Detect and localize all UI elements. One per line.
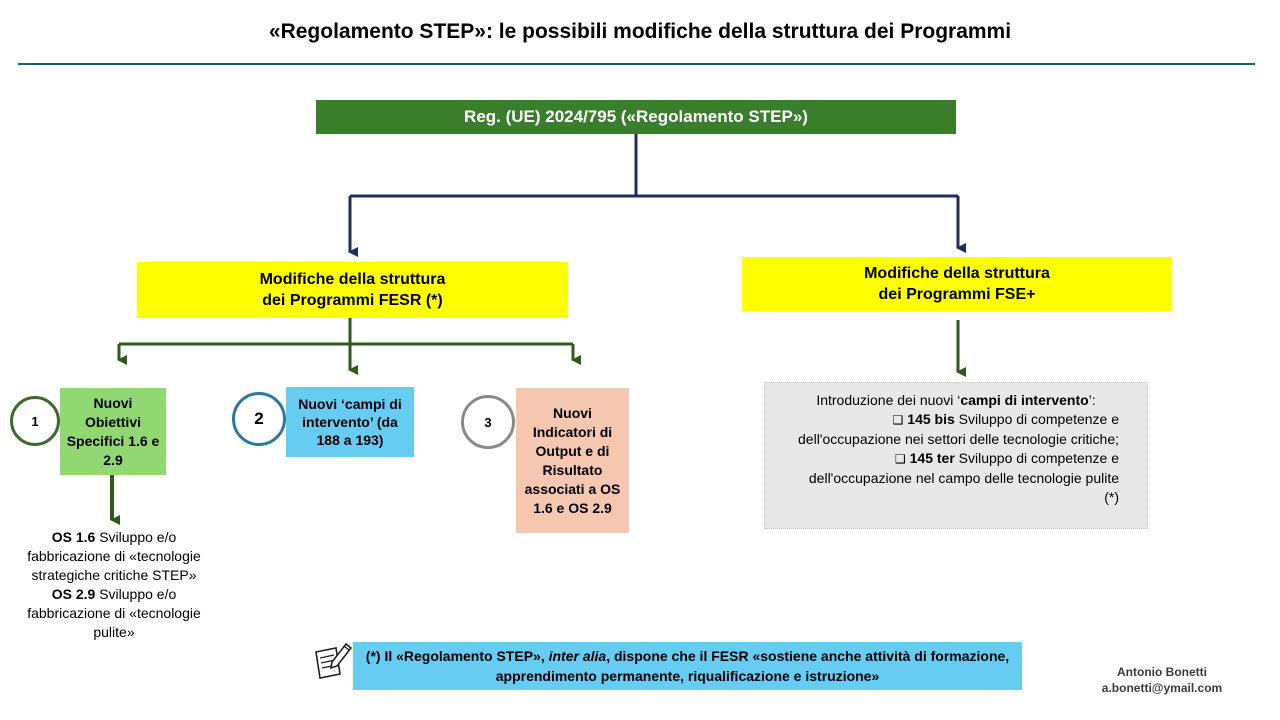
main-connector bbox=[350, 134, 958, 252]
checkbox-bullet-icon: ❑ bbox=[894, 452, 906, 466]
os-1-6-entry: OS 1.6 Sviluppo e/o fabbricazione di «tecnologie strategiche critiche STEP» bbox=[27, 529, 201, 583]
author-email: a.bonetti@ymail.com bbox=[1101, 681, 1223, 695]
new-specific-objectives-box: Nuovi Obiettivi Specifici 1.6 e 2.9 bbox=[60, 388, 166, 475]
fse-heading-box: Modifiche della struttura dei Programmi FSE+ bbox=[742, 257, 1172, 311]
fse-intro: Introduzione dei nuovi ‘campi di intervento’: bbox=[816, 392, 1096, 408]
fesr-heading-box: Modifiche della struttura dei Programmi FESR (*) bbox=[137, 262, 568, 318]
new-indicators-box: Nuovi Indicatori di Output e di Risultato associati a OS 1.6 e OS 2.9 bbox=[516, 388, 629, 533]
specific-objectives-description bbox=[24, 528, 204, 642]
page-title: «Regolamento STEP»: le possibili modifiche della struttura dei Programmi bbox=[268, 20, 1012, 43]
new-intervention-fields-box: Nuovi ‘campi di intervento’ (da 188 a 193) bbox=[286, 387, 414, 457]
step-number-3: 3 bbox=[461, 395, 515, 449]
step-number-2: 2 bbox=[232, 392, 286, 446]
footnote-box: (*) Il «Regolamento STEP», inter alia, dispone che il FESR «sostiene anche attività di formazione, apprendimento permanente, riqualificazione e istruzione» bbox=[353, 642, 1022, 690]
step-number-1: 1 bbox=[10, 396, 60, 446]
fse-bullet-145-ter: ❑ 145 ter Sviluppo di competenze e dell'occupazione nel campo delle tecnologie pulite (*) bbox=[808, 450, 1119, 505]
os-2-9-entry: OS 2.9 Sviluppo e/o fabbricazione di «tecnologie pulite» bbox=[27, 586, 201, 640]
author-name: Antonio Bonetti bbox=[1117, 665, 1207, 679]
regulation-box: Reg. (UE) 2024/795 («Regolamento STEP») bbox=[316, 100, 956, 134]
checkbox-bullet-icon: ❑ bbox=[892, 413, 904, 427]
note-pencil-icon bbox=[310, 640, 354, 680]
author-credit bbox=[1082, 664, 1242, 696]
fse-bullet-145-bis: ❑ 145 bis Sviluppo di competenze e dell'occupazione nei settori delle tecnologie critiche; bbox=[798, 411, 1119, 447]
fse-intervention-fields-description bbox=[764, 382, 1148, 529]
